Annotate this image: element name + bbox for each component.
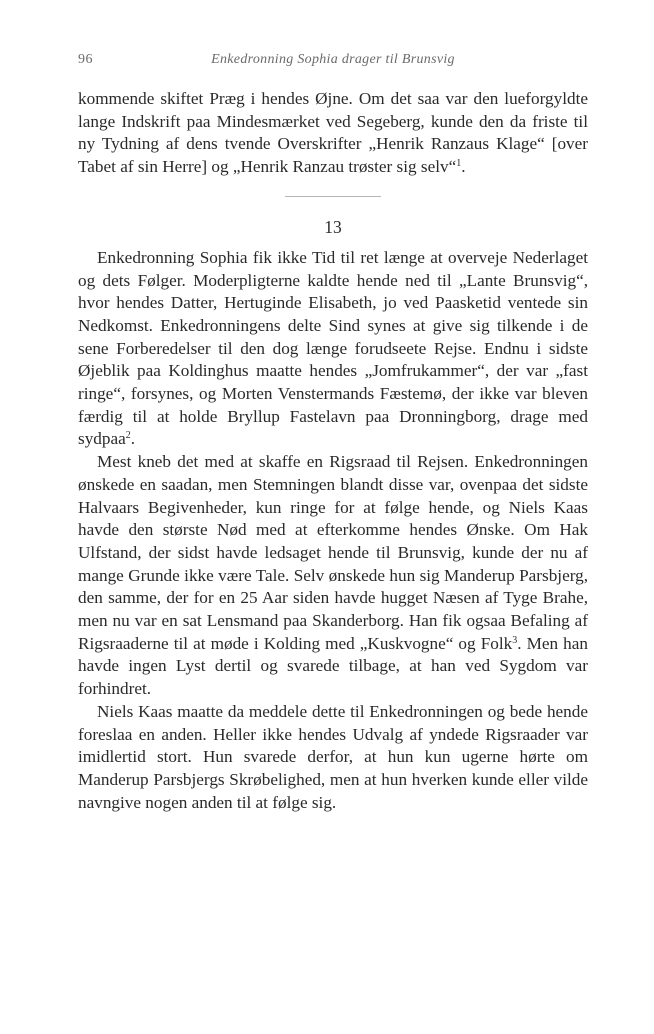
paragraph-text-after-reference: . Men han havde ingen Lyst dertil og svarede tilbage, at han ved Sygdom var forhindret. <box>78 633 588 699</box>
paragraph <box>78 451 588 701</box>
footnote-reference: 1 <box>456 158 462 170</box>
paragraph-text: Enkedronning Sophia fik ikke Tid til ret længe at overveje Nederlaget og dets Følger. Moderpligterne kaldte hende ned til „Lante Brunsvig“, hvor hendes Datter, Hertuginde Elisabeth, jo ved Paasketid ventede sin Nedkomst. Enkedronningens delte Sind synes at give sig tilkende i de sene Forberedelser til den dog længe forudseete Rejse. Endnu i sidste Øjeblik paa Koldinghus maatte hendes „Jomfrukammer“, der var „fast ringe“, forsynes, og Morten Venstermands Fæstemø, der ikke var bleven færdig til at holde Bryllup Fastelavn paa Dronningborg, drage med sydpaa <box>78 247 588 449</box>
continuation-paragraph <box>78 88 588 179</box>
paragraph-text-after-reference: . <box>461 157 466 177</box>
paragraph-text: Niels Kaas maatte da meddele dette til Enkedronningen og bede hende foreslaa en anden. Heller ikke hendes Udvalg af yndede Rigsraader var imidlertid stort. Hun svarede derfor, at hun kun ugerne hørte om Manderup Parsbjergs Skrøbelighed, men at hun hverken kunde eller vilde navngive nogen anden til at følge sig. <box>78 701 588 812</box>
paragraph <box>78 701 588 815</box>
running-title: Enkedronning Sophia drager til Brunsvig <box>211 52 455 67</box>
footnote-reference: 2 <box>125 430 131 442</box>
paragraph <box>78 247 588 451</box>
paragraph-text: Mest kneb det med at skaffe en Rigsraad til Rejsen. Enkedronningen ønskede en saadan, men Stemningen blandt disse var, ovenpaa det sidste Halvaars Begivenheder, kun ringe for at følge hende, og Niels Kaas havde den største Nød med at efterkomme hendes Ønske. Om Hak Ulfstand, der sidst havde ledsaget hende til Brunsvig, kunde der nu af mange Grunde ikke være Tale. Selv ønskede hun sig Manderup Parsbjerg, den samme, der for en 25 Aar siden havde hugget Næsen af Tyge Brahe, men nu var en sat Lensmand paa Skanderborg. Han fik ogsaa Befaling af Rigsraaderne til at møde i Kolding med „Kuskvogne“ og Folk <box>78 452 588 653</box>
footnote-reference: 3 <box>512 634 518 646</box>
paragraph-text: kommende skiftet Præg i hendes Øjne. Om det saa var den lueforgyldte lange Indskrift paa Mindesmærket ved Segeberg, kunde den da friste til ny Tydning af dens tvende Overskrifter „Henrik Ranzaus Klage“ [over Tabet af sin Herre] og „Henrik Ranzau trøster sig selv“ <box>78 89 588 177</box>
paragraph-text-after-reference: . <box>130 429 136 449</box>
body-text <box>78 88 588 814</box>
section-divider <box>285 196 381 197</box>
page-number: 96 <box>78 52 93 67</box>
section-number: 13 <box>324 216 342 237</box>
page-header <box>78 52 588 72</box>
